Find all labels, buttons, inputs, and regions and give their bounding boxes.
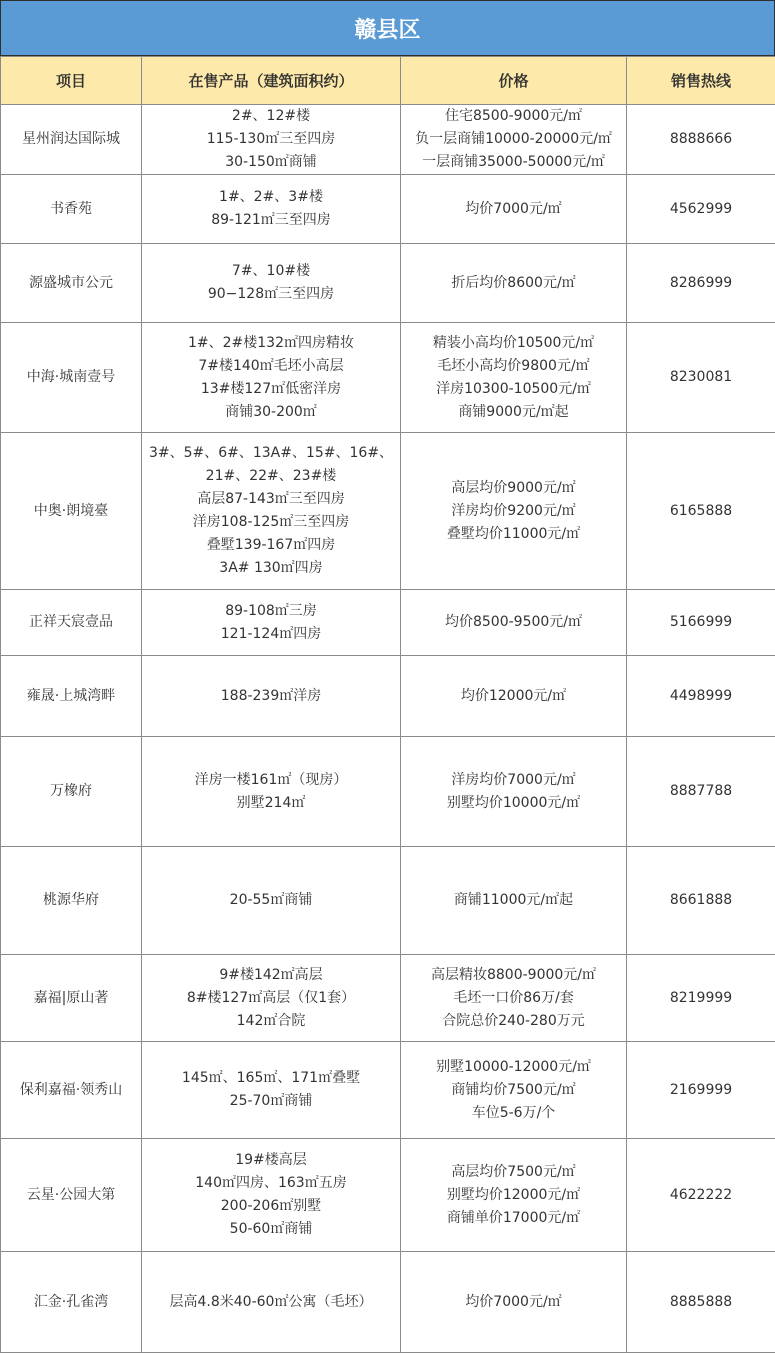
price-line: 均价8500-9500元/㎡ (403, 611, 624, 634)
product-line: 1#、2#、3#楼 (144, 186, 398, 209)
product-line: 洋房一楼161㎡（现房） (144, 769, 398, 792)
project-cell: 万橡府 (1, 737, 142, 847)
products-cell (142, 105, 401, 175)
table-row (1, 1042, 775, 1139)
price-line: 别墅10000-12000元/㎡ (403, 1056, 624, 1079)
price-cell (401, 590, 627, 656)
price-line: 高层均价9000元/㎡ (403, 477, 624, 500)
hotline-cell: 5166999 (627, 590, 775, 656)
hotline-cell: 8661888 (627, 847, 775, 955)
price-line: 均价7000元/㎡ (403, 198, 624, 221)
table-row (1, 244, 775, 323)
product-line: 20-55㎡商铺 (144, 889, 398, 912)
project-cell: 嘉福|原山著 (1, 955, 142, 1042)
price-line: 别墅均价12000元/㎡ (403, 1184, 624, 1207)
products-cell (142, 175, 401, 244)
hotline-cell: 6165888 (627, 433, 775, 590)
product-line: 高层87-143㎡三至四房 (144, 488, 398, 511)
price-line: 商铺均价7500元/㎡ (403, 1079, 624, 1102)
price-line: 商铺9000元/㎡起 (403, 401, 624, 424)
hotline-cell: 8230081 (627, 323, 775, 433)
hotline-cell: 4562999 (627, 175, 775, 244)
table-row (1, 175, 775, 244)
product-line: 2#、12#楼 (144, 105, 398, 128)
project-cell: 源盛城市公元 (1, 244, 142, 323)
project-cell: 正祥天宸壹品 (1, 590, 142, 656)
project-cell: 云星·公园大第 (1, 1139, 142, 1252)
project-cell: 中海·城南壹号 (1, 323, 142, 433)
price-cell (401, 433, 627, 590)
price-line: 洋房均价9200元/㎡ (403, 500, 624, 523)
price-line: 别墅均价10000元/㎡ (403, 792, 624, 815)
price-line: 精装小高均价10500元/㎡ (403, 332, 624, 355)
table-row (1, 1252, 775, 1353)
product-line: 140㎡四房、163㎡五房 (144, 1172, 398, 1195)
product-line: 50-60㎡商铺 (144, 1218, 398, 1241)
products-cell (142, 590, 401, 656)
hotline-cell: 8887788 (627, 737, 775, 847)
product-line: 3#、5#、6#、13A#、15#、16#、 (144, 442, 398, 465)
header-price: 价格 (401, 57, 627, 105)
price-cell (401, 244, 627, 323)
product-line: 别墅214㎡ (144, 792, 398, 815)
table-row (1, 105, 775, 175)
hotline-cell: 4498999 (627, 656, 775, 737)
price-line: 商铺11000元/㎡起 (403, 889, 624, 912)
product-line: 8#楼127㎡高层（仅1套） (144, 987, 398, 1010)
table-row (1, 433, 775, 590)
price-table (0, 56, 775, 1353)
product-line: 13#楼127㎡低密洋房 (144, 378, 398, 401)
price-cell (401, 955, 627, 1042)
table-row (1, 1139, 775, 1252)
table-row (1, 656, 775, 737)
product-line: 200-206㎡别墅 (144, 1195, 398, 1218)
project-cell: 保利嘉福·领秀山 (1, 1042, 142, 1139)
table-row (1, 955, 775, 1042)
product-line: 7#楼140㎡毛坯小高层 (144, 355, 398, 378)
header-products: 在售产品（建筑面积约） (142, 57, 401, 105)
header-project: 项目 (1, 57, 142, 105)
hotline-cell: 8885888 (627, 1252, 775, 1353)
price-line: 折后均价8600元/㎡ (403, 272, 624, 295)
price-line: 高层精妆8800-9000元/㎡ (403, 964, 624, 987)
product-line: 7#、10#楼 (144, 260, 398, 283)
product-line: 25-70㎡商铺 (144, 1090, 398, 1113)
products-cell (142, 1252, 401, 1353)
price-line: 一层商铺35000-50000元/㎡ (403, 151, 624, 174)
product-line: 89-121㎡三至四房 (144, 209, 398, 232)
product-line: 188-239㎡洋房 (144, 685, 398, 708)
table-row (1, 737, 775, 847)
project-cell: 星州润达国际城 (1, 105, 142, 175)
price-cell (401, 737, 627, 847)
project-cell: 桃源华府 (1, 847, 142, 955)
price-cell (401, 656, 627, 737)
products-cell (142, 955, 401, 1042)
table-row (1, 590, 775, 656)
price-line: 均价12000元/㎡ (403, 685, 624, 708)
hotline-cell: 8286999 (627, 244, 775, 323)
products-cell (142, 656, 401, 737)
project-cell: 书香苑 (1, 175, 142, 244)
price-line: 负一层商铺10000-20000元/㎡ (403, 128, 624, 151)
hotline-cell: 8888666 (627, 105, 775, 175)
header-hotline: 销售热线 (627, 57, 775, 105)
table-row (1, 847, 775, 955)
table-row (1, 323, 775, 433)
price-cell (401, 323, 627, 433)
products-cell (142, 323, 401, 433)
products-cell (142, 244, 401, 323)
product-line: 142㎡合院 (144, 1010, 398, 1033)
price-line: 住宅8500-9000元/㎡ (403, 105, 624, 128)
product-line: 1#、2#楼132㎡四房精妆 (144, 332, 398, 355)
price-line: 均价7000元/㎡ (403, 1291, 624, 1314)
price-line: 高层均价7500元/㎡ (403, 1161, 624, 1184)
product-line: 叠墅139-167㎡四房 (144, 534, 398, 557)
product-line: 121-124㎡四房 (144, 623, 398, 646)
product-line: 21#、22#、23#楼 (144, 465, 398, 488)
product-line: 90−128㎡三至四房 (144, 283, 398, 306)
price-line: 合院总价240-280万元 (403, 1010, 624, 1033)
price-cell (401, 175, 627, 244)
price-cell (401, 105, 627, 175)
price-cell (401, 1252, 627, 1353)
products-cell (142, 433, 401, 590)
hotline-cell: 2169999 (627, 1042, 775, 1139)
price-line: 车位5-6万/个 (403, 1102, 624, 1125)
project-cell: 汇金·孔雀湾 (1, 1252, 142, 1353)
price-line: 毛坯一口价86万/套 (403, 987, 624, 1010)
price-line: 洋房均价7000元/㎡ (403, 769, 624, 792)
hotline-cell: 8219999 (627, 955, 775, 1042)
products-cell (142, 737, 401, 847)
products-cell (142, 1139, 401, 1252)
product-line: 89-108㎡三房 (144, 600, 398, 623)
products-cell (142, 1042, 401, 1139)
table-title: 赣县区 (0, 0, 775, 56)
price-line: 洋房10300-10500元/㎡ (403, 378, 624, 401)
products-cell (142, 847, 401, 955)
product-line: 商铺30-200㎡ (144, 401, 398, 424)
price-line: 商铺单价17000元/㎡ (403, 1207, 624, 1230)
price-cell (401, 1042, 627, 1139)
price-cell (401, 847, 627, 955)
product-line: 3A# 130㎡四房 (144, 557, 398, 580)
product-line: 层高4.8米40-60㎡公寓（毛坯） (144, 1291, 398, 1314)
price-cell (401, 1139, 627, 1252)
product-line: 洋房108-125㎡三至四房 (144, 511, 398, 534)
product-line: 30-150㎡商铺 (144, 151, 398, 174)
project-cell: 雍晟·上城湾畔 (1, 656, 142, 737)
product-line: 115-130㎡三至四房 (144, 128, 398, 151)
header-row (1, 57, 775, 105)
product-line: 9#楼142㎡高层 (144, 964, 398, 987)
project-cell: 中奥·朗境臺 (1, 433, 142, 590)
product-line: 19#楼高层 (144, 1149, 398, 1172)
price-line: 毛坯小高均价9800元/㎡ (403, 355, 624, 378)
product-line: 145㎡、165㎡、171㎡叠墅 (144, 1067, 398, 1090)
hotline-cell: 4622222 (627, 1139, 775, 1252)
price-line: 叠墅均价11000元/㎡ (403, 523, 624, 546)
